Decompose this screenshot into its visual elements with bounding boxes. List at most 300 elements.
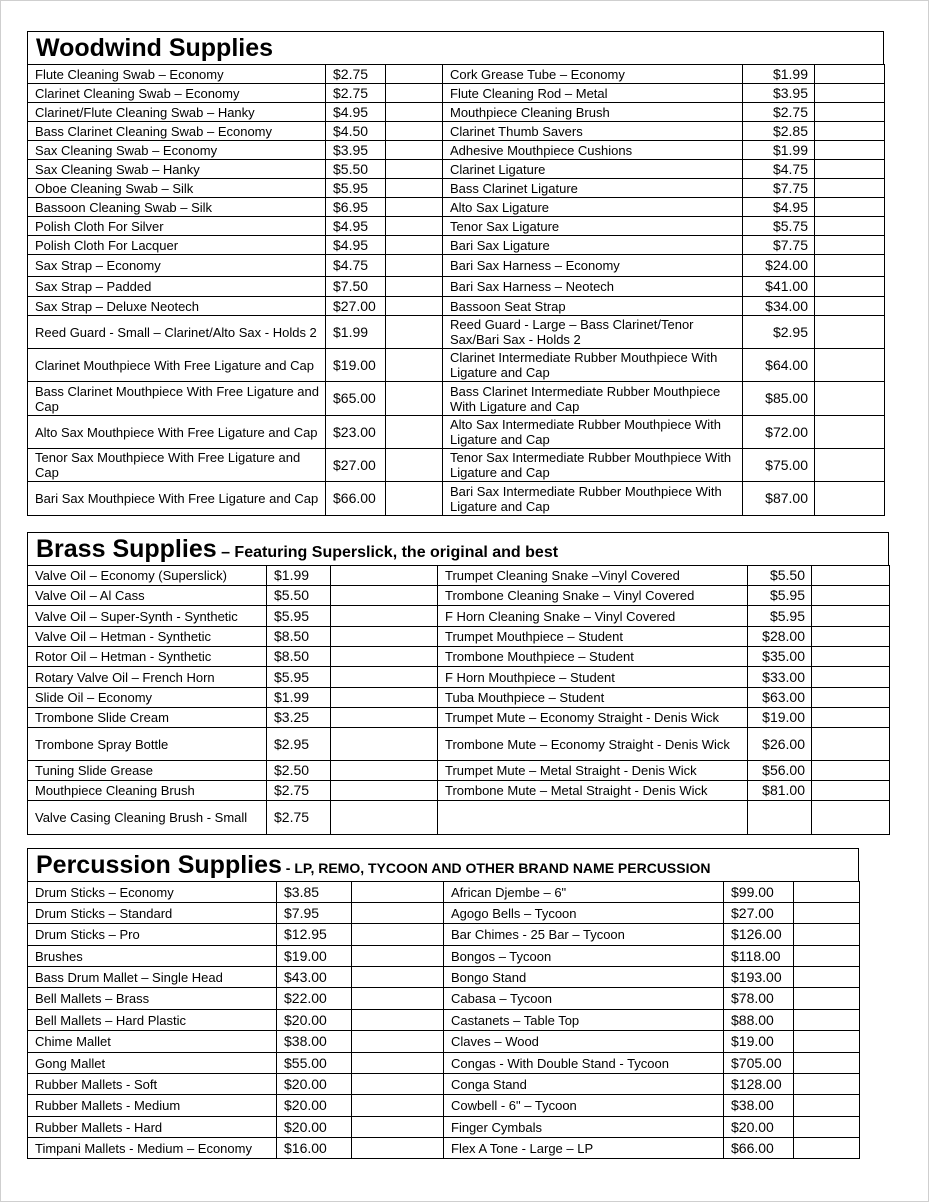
item-name: Clarinet Mouthpiece With Free Ligature and Cap — [28, 349, 326, 382]
item-price: $4.95 — [326, 217, 386, 236]
quantity-cell — [386, 277, 443, 297]
percussion-section — [27, 848, 859, 1159]
quantity-cell — [386, 316, 443, 349]
item-price: $2.85 — [743, 122, 815, 141]
table-row — [28, 1031, 860, 1053]
quantity-cell — [815, 217, 885, 236]
table-row — [28, 1053, 860, 1074]
item-price: $5.95 — [267, 667, 331, 688]
item-price: $705.00 — [724, 1053, 794, 1074]
item-price: $16.00 — [277, 1138, 352, 1159]
item-name: Clarinet/Flute Cleaning Swab – Hanky — [28, 103, 326, 122]
table-row — [28, 349, 885, 382]
table-row — [28, 416, 885, 449]
item-price: $64.00 — [743, 349, 815, 382]
item-price: $128.00 — [724, 1074, 794, 1095]
item-price: $20.00 — [724, 1117, 794, 1138]
item-price: $4.75 — [743, 160, 815, 179]
quantity-cell — [794, 1138, 860, 1159]
quantity-cell — [331, 781, 438, 801]
table-row — [28, 586, 890, 606]
item-name: Mouthpiece Cleaning Brush — [443, 103, 743, 122]
quantity-cell — [331, 801, 438, 835]
item-name: Bari Sax Mouthpiece With Free Ligature and Cap — [28, 482, 326, 516]
quantity-cell — [815, 349, 885, 382]
quantity-cell — [815, 416, 885, 449]
item-name: Cork Grease Tube – Economy — [443, 65, 743, 84]
item-price: $1.99 — [743, 65, 815, 84]
quantity-cell — [386, 65, 443, 84]
table-row — [28, 277, 885, 297]
woodwind-heading — [27, 31, 884, 64]
item-name: Flute Cleaning Swab – Economy — [28, 65, 326, 84]
item-name: Trombone Spray Bottle — [28, 728, 267, 761]
table-row — [28, 160, 885, 179]
item-name: Tuba Mouthpiece – Student — [438, 688, 748, 708]
quantity-cell — [352, 1074, 444, 1095]
table-row — [28, 967, 860, 988]
table-row — [28, 1117, 860, 1138]
item-name: Gong Mallet — [28, 1053, 277, 1074]
item-name: Finger Cymbals — [444, 1117, 724, 1138]
item-name: Trombone Cleaning Snake – Vinyl Covered — [438, 586, 748, 606]
item-name: Drum Sticks – Pro — [28, 924, 277, 946]
item-price: $4.50 — [326, 122, 386, 141]
item-price: $12.95 — [277, 924, 352, 946]
quantity-cell — [794, 988, 860, 1010]
brass-table — [27, 565, 890, 835]
item-price: $34.00 — [743, 297, 815, 316]
quantity-cell — [352, 1031, 444, 1053]
quantity-cell — [812, 586, 890, 606]
quantity-cell — [815, 141, 885, 160]
item-price: $5.50 — [748, 566, 812, 586]
item-price: $88.00 — [724, 1010, 794, 1031]
item-name: Bass Clarinet Ligature — [443, 179, 743, 198]
item-price: $19.00 — [326, 349, 386, 382]
item-name: Rotor Oil – Hetman - Synthetic — [28, 647, 267, 667]
item-name: Trumpet Mute – Metal Straight - Denis Wick — [438, 761, 748, 781]
item-price: $99.00 — [724, 882, 794, 903]
item-name: Castanets – Table Top — [444, 1010, 724, 1031]
quantity-cell — [386, 482, 443, 516]
quantity-cell — [794, 1074, 860, 1095]
item-price: $66.00 — [724, 1138, 794, 1159]
quantity-cell — [815, 84, 885, 103]
brass-subtitle: – Featuring Superslick, the original and best — [216, 544, 559, 561]
item-name: Valve Oil – Al Cass — [28, 586, 267, 606]
table-row — [28, 781, 890, 801]
item-name: Rubber Mallets - Soft — [28, 1074, 277, 1095]
woodwind-section — [27, 31, 884, 516]
table-row — [28, 924, 860, 946]
item-name: Bass Drum Mallet – Single Head — [28, 967, 277, 988]
item-name: Tenor Sax Mouthpiece With Free Ligature and Cap — [28, 449, 326, 482]
item-name: Flex A Tone - Large – LP — [444, 1138, 724, 1159]
item-price: $5.50 — [326, 160, 386, 179]
item-name: Bongos – Tycoon — [444, 946, 724, 967]
item-name: Alto Sax Mouthpiece With Free Ligature and Cap — [28, 416, 326, 449]
item-name: African Djembe – 6" — [444, 882, 724, 903]
item-name: Sax Strap – Economy — [28, 255, 326, 277]
woodwind-table — [27, 64, 885, 516]
quantity-cell — [815, 297, 885, 316]
item-name: Congas - With Double Stand - Tycoon — [444, 1053, 724, 1074]
item-price: $19.00 — [724, 1031, 794, 1053]
item-price: $3.95 — [326, 141, 386, 160]
quantity-cell — [352, 903, 444, 924]
quantity-cell — [794, 1053, 860, 1074]
quantity-cell — [386, 255, 443, 277]
item-price: $118.00 — [724, 946, 794, 967]
item-name: Rubber Mallets - Medium — [28, 1095, 277, 1117]
item-price: $56.00 — [748, 761, 812, 781]
quantity-cell — [794, 967, 860, 988]
item-name: Clarinet Ligature — [443, 160, 743, 179]
item-price: $5.95 — [267, 606, 331, 627]
quantity-cell — [331, 647, 438, 667]
item-price: $63.00 — [748, 688, 812, 708]
item-name: Bari Sax Harness – Neotech — [443, 277, 743, 297]
item-price: $7.75 — [743, 179, 815, 198]
item-price: $33.00 — [748, 667, 812, 688]
table-row — [28, 236, 885, 255]
item-name: Bell Mallets – Brass — [28, 988, 277, 1010]
quantity-cell — [386, 141, 443, 160]
percussion-subtitle: - LP, REMO, TYCOON AND OTHER BRAND NAME PERCUSSION — [281, 860, 711, 876]
quantity-cell — [794, 1010, 860, 1031]
table-row — [28, 566, 890, 586]
item-price: $6.95 — [326, 198, 386, 217]
item-price: $20.00 — [277, 1117, 352, 1138]
item-name: Trombone Mute – Metal Straight - Denis Wick — [438, 781, 748, 801]
quantity-cell — [386, 416, 443, 449]
quantity-cell — [386, 236, 443, 255]
table-row — [28, 65, 885, 84]
item-price: $2.95 — [267, 728, 331, 761]
item-price: $5.95 — [748, 606, 812, 627]
brass-title: Brass Supplies — [36, 535, 217, 563]
item-name: Bassoon Cleaning Swab – Silk — [28, 198, 326, 217]
table-row — [28, 482, 885, 516]
quantity-cell — [812, 708, 890, 728]
percussion-title: Percussion Supplies — [36, 851, 282, 879]
item-price: $1.99 — [743, 141, 815, 160]
item-name: Clarinet Thumb Savers — [443, 122, 743, 141]
quantity-cell — [812, 728, 890, 761]
quantity-cell — [331, 627, 438, 647]
brass-section — [27, 532, 889, 835]
quantity-cell — [815, 277, 885, 297]
item-name: Trombone Slide Cream — [28, 708, 267, 728]
item-price: $5.95 — [326, 179, 386, 198]
item-price: $43.00 — [277, 967, 352, 988]
table-row — [28, 84, 885, 103]
item-name: Bassoon Seat Strap — [443, 297, 743, 316]
quantity-cell — [794, 903, 860, 924]
percussion-heading — [27, 848, 859, 881]
quantity-cell — [794, 946, 860, 967]
item-name: Reed Guard - Small – Clarinet/Alto Sax - Holds 2 — [28, 316, 326, 349]
table-row — [28, 946, 860, 967]
item-price: $8.50 — [267, 647, 331, 667]
table-row — [28, 801, 890, 835]
quantity-cell — [386, 297, 443, 316]
item-price: $7.50 — [326, 277, 386, 297]
item-price: $38.00 — [724, 1095, 794, 1117]
table-row — [28, 903, 860, 924]
item-name: Valve Oil – Super-Synth - Synthetic — [28, 606, 267, 627]
table-row — [28, 627, 890, 647]
quantity-cell — [815, 65, 885, 84]
item-name: Alto Sax Ligature — [443, 198, 743, 217]
table-row — [28, 449, 885, 482]
item-name: Sax Cleaning Swab – Hanky — [28, 160, 326, 179]
item-name: Agogo Bells – Tycoon — [444, 903, 724, 924]
item-name: Trumpet Mouthpiece – Student — [438, 627, 748, 647]
item-price: $193.00 — [724, 967, 794, 988]
item-price: $2.75 — [743, 103, 815, 122]
quantity-cell — [815, 160, 885, 179]
table-row — [28, 988, 860, 1010]
item-name: Valve Oil – Hetman - Synthetic — [28, 627, 267, 647]
quantity-cell — [386, 84, 443, 103]
quantity-cell — [815, 122, 885, 141]
quantity-cell — [812, 606, 890, 627]
item-price: $55.00 — [277, 1053, 352, 1074]
item-name: Drum Sticks – Economy — [28, 882, 277, 903]
item-name: Sax Strap – Deluxe Neotech — [28, 297, 326, 316]
item-name: Trombone Mute – Economy Straight - Denis Wick — [438, 728, 748, 761]
quantity-cell — [815, 179, 885, 198]
quantity-cell — [386, 122, 443, 141]
item-name: Bass Clarinet Cleaning Swab – Economy — [28, 122, 326, 141]
item-price: $126.00 — [724, 924, 794, 946]
item-price: $27.00 — [326, 449, 386, 482]
quantity-cell — [794, 882, 860, 903]
item-name: Polish Cloth For Silver — [28, 217, 326, 236]
quantity-cell — [386, 198, 443, 217]
item-price: $3.25 — [267, 708, 331, 728]
item-name: Cabasa – Tycoon — [444, 988, 724, 1010]
quantity-cell — [794, 924, 860, 946]
item-name: Clarinet Intermediate Rubber Mouthpiece With Ligature and Cap — [443, 349, 743, 382]
table-row — [28, 606, 890, 627]
item-name: Bass Clarinet Mouthpiece With Free Ligature and Cap — [28, 382, 326, 416]
quantity-cell — [352, 1138, 444, 1159]
table-row — [28, 297, 885, 316]
item-name: Bass Clarinet Intermediate Rubber Mouthpiece With Ligature and Cap — [443, 382, 743, 416]
table-row — [28, 647, 890, 667]
table-row — [28, 761, 890, 781]
item-name: Timpani Mallets - Medium – Economy — [28, 1138, 277, 1159]
item-name: Bell Mallets – Hard Plastic — [28, 1010, 277, 1031]
item-name: Clarinet Cleaning Swab – Economy — [28, 84, 326, 103]
table-row — [28, 688, 890, 708]
item-price: $20.00 — [277, 1095, 352, 1117]
quantity-cell — [812, 781, 890, 801]
item-price: $1.99 — [267, 688, 331, 708]
item-name: Brushes — [28, 946, 277, 967]
item-price: $19.00 — [748, 708, 812, 728]
quantity-cell — [794, 1095, 860, 1117]
item-name: Valve Oil – Economy (Superslick) — [28, 566, 267, 586]
table-row — [28, 103, 885, 122]
quantity-cell — [386, 449, 443, 482]
table-row — [28, 1074, 860, 1095]
item-price: $85.00 — [743, 382, 815, 416]
item-price: $7.95 — [277, 903, 352, 924]
item-price: $41.00 — [743, 277, 815, 297]
table-row — [28, 667, 890, 688]
quantity-cell — [331, 761, 438, 781]
quantity-cell — [352, 924, 444, 946]
item-name: Claves – Wood — [444, 1031, 724, 1053]
item-price: $2.75 — [326, 65, 386, 84]
quantity-cell — [331, 667, 438, 688]
item-price: $7.75 — [743, 236, 815, 255]
item-price: $81.00 — [748, 781, 812, 801]
item-price: $20.00 — [277, 1010, 352, 1031]
item-name: Chime Mallet — [28, 1031, 277, 1053]
item-name: Reed Guard - Large – Bass Clarinet/Tenor Sax/Bari Sax - Holds 2 — [443, 316, 743, 349]
item-name: Bongo Stand — [444, 967, 724, 988]
item-name: Bari Sax Harness – Economy — [443, 255, 743, 277]
item-price: $1.99 — [326, 316, 386, 349]
quantity-cell — [386, 217, 443, 236]
item-price: $4.95 — [326, 103, 386, 122]
item-price: $2.75 — [267, 801, 331, 835]
quantity-cell — [352, 946, 444, 967]
item-price: $72.00 — [743, 416, 815, 449]
item-name: Flute Cleaning Rod – Metal — [443, 84, 743, 103]
quantity-cell — [331, 688, 438, 708]
quantity-cell — [812, 566, 890, 586]
quantity-cell — [815, 255, 885, 277]
quantity-cell — [352, 967, 444, 988]
quantity-cell — [352, 882, 444, 903]
quantity-cell — [812, 667, 890, 688]
item-price: $1.99 — [267, 566, 331, 586]
quantity-cell — [812, 761, 890, 781]
quantity-cell — [331, 586, 438, 606]
item-name: Bari Sax Intermediate Rubber Mouthpiece With Ligature and Cap — [443, 482, 743, 516]
quantity-cell — [386, 382, 443, 416]
quantity-cell — [812, 647, 890, 667]
item-price: $5.95 — [748, 586, 812, 606]
item-price: $87.00 — [743, 482, 815, 516]
item-name: Tenor Sax Ligature — [443, 217, 743, 236]
quantity-cell — [352, 1010, 444, 1031]
item-name — [438, 801, 748, 835]
item-name: Valve Casing Cleaning Brush - Small — [28, 801, 267, 835]
table-row — [28, 179, 885, 198]
quantity-cell — [331, 708, 438, 728]
item-name: Rotary Valve Oil – French Horn — [28, 667, 267, 688]
item-name: Tenor Sax Intermediate Rubber Mouthpiece With Ligature and Cap — [443, 449, 743, 482]
item-price: $27.00 — [326, 297, 386, 316]
item-name: Trumpet Mute – Economy Straight - Denis Wick — [438, 708, 748, 728]
quantity-cell — [794, 1031, 860, 1053]
table-row — [28, 882, 860, 903]
item-price: $5.50 — [267, 586, 331, 606]
table-row — [28, 122, 885, 141]
table-row — [28, 217, 885, 236]
quantity-cell — [386, 103, 443, 122]
item-price: $75.00 — [743, 449, 815, 482]
quantity-cell — [794, 1117, 860, 1138]
quantity-cell — [812, 688, 890, 708]
quantity-cell — [352, 1053, 444, 1074]
quantity-cell — [352, 988, 444, 1010]
item-name: Trumpet Cleaning Snake –Vinyl Covered — [438, 566, 748, 586]
table-row — [28, 1010, 860, 1031]
item-price: $78.00 — [724, 988, 794, 1010]
item-name: Tuning Slide Grease — [28, 761, 267, 781]
item-price: $4.95 — [743, 198, 815, 217]
item-name: Bari Sax Ligature — [443, 236, 743, 255]
item-name: Oboe Cleaning Swab – Silk — [28, 179, 326, 198]
item-price: $24.00 — [743, 255, 815, 277]
item-price: $26.00 — [748, 728, 812, 761]
quantity-cell — [815, 382, 885, 416]
item-name: Mouthpiece Cleaning Brush — [28, 781, 267, 801]
quantity-cell — [331, 566, 438, 586]
percussion-table — [27, 881, 860, 1159]
item-price: $3.85 — [277, 882, 352, 903]
item-price: $2.75 — [267, 781, 331, 801]
item-price: $5.75 — [743, 217, 815, 236]
quantity-cell — [815, 449, 885, 482]
item-price: $27.00 — [724, 903, 794, 924]
item-name: Rubber Mallets - Hard — [28, 1117, 277, 1138]
table-row — [28, 198, 885, 217]
item-price: $3.95 — [743, 84, 815, 103]
quantity-cell — [815, 103, 885, 122]
quantity-cell — [815, 198, 885, 217]
item-name: Sax Strap – Padded — [28, 277, 326, 297]
item-price: $8.50 — [267, 627, 331, 647]
table-row — [28, 1095, 860, 1117]
woodwind-title: Woodwind Supplies — [36, 34, 274, 62]
item-name: Conga Stand — [444, 1074, 724, 1095]
table-row — [28, 316, 885, 349]
item-price: $65.00 — [326, 382, 386, 416]
item-name: Slide Oil – Economy — [28, 688, 267, 708]
quantity-cell — [352, 1095, 444, 1117]
item-name: Adhesive Mouthpiece Cushions — [443, 141, 743, 160]
item-name: Trombone Mouthpiece – Student — [438, 647, 748, 667]
quantity-cell — [331, 728, 438, 761]
item-price: $2.50 — [267, 761, 331, 781]
item-price: $22.00 — [277, 988, 352, 1010]
quantity-cell — [815, 236, 885, 255]
quantity-cell — [352, 1117, 444, 1138]
item-name: Sax Cleaning Swab – Economy — [28, 141, 326, 160]
table-row — [28, 708, 890, 728]
quantity-cell — [812, 801, 890, 835]
item-price: $4.75 — [326, 255, 386, 277]
table-row — [28, 255, 885, 277]
table-row — [28, 382, 885, 416]
item-price: $38.00 — [277, 1031, 352, 1053]
item-name: Drum Sticks – Standard — [28, 903, 277, 924]
item-price: $2.75 — [326, 84, 386, 103]
table-row — [28, 141, 885, 160]
quantity-cell — [386, 349, 443, 382]
quantity-cell — [815, 482, 885, 516]
item-name: Bar Chimes - 25 Bar – Tycoon — [444, 924, 724, 946]
